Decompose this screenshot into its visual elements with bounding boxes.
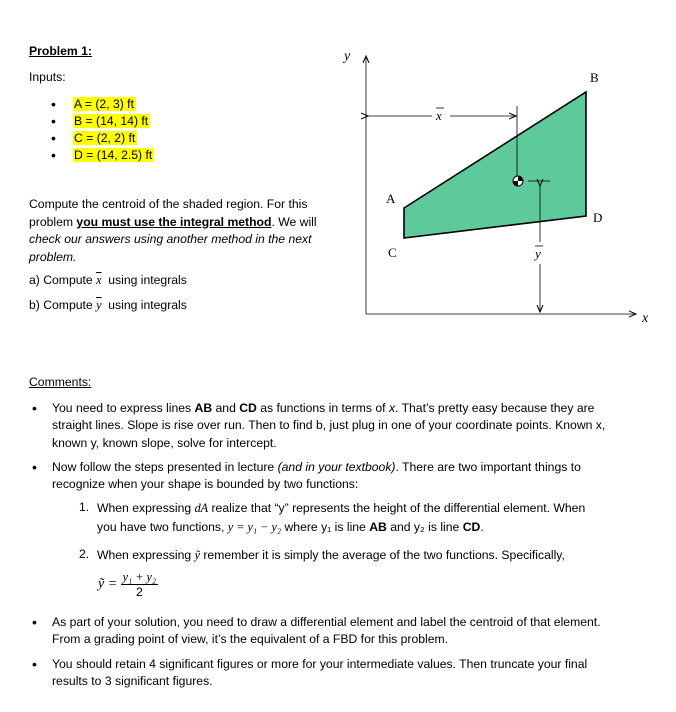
- formula-lhs: ỹ =: [98, 576, 118, 592]
- numbered-item-2-number: 2.: [79, 547, 90, 561]
- numbered-item-1-number: 1.: [79, 500, 90, 514]
- formula-numerator: y₁ + y₂: [122, 570, 157, 584]
- comments-heading: Comments:: [29, 375, 92, 389]
- input-c-text: C = (2, 2) ft: [74, 131, 136, 145]
- y-axis-label: y: [344, 49, 351, 64]
- task-line-4: problem.: [29, 249, 77, 264]
- average-formula: [98, 570, 158, 599]
- x-bar-symbol: $\overline{x}$: [96, 273, 102, 287]
- input-d-text: D = (14, 2.5) ft: [74, 148, 153, 162]
- formula-denominator: 2: [135, 585, 143, 599]
- task-line-2: problem you must use the integral method. We will: [29, 214, 317, 229]
- bullet-dot-2: •: [32, 459, 37, 475]
- label-d: D: [593, 210, 603, 225]
- centroid-icon: [513, 176, 523, 186]
- formula-fraction: [121, 570, 159, 599]
- part-b: b) Compute $\overline{y}$ using integrals: [29, 298, 187, 312]
- xbar-label: x: [436, 108, 442, 123]
- y-tilde-symbol: ỹ: [194, 548, 200, 562]
- shaded-region: [404, 92, 586, 238]
- y-difference-formula: y = y₁ − y₂: [227, 520, 282, 535]
- y-bar-symbol: $\overline{y}$: [96, 298, 102, 312]
- task-line-1: Compute the centroid of the shaded region. For this: [29, 197, 308, 211]
- da-symbol: dA: [194, 501, 209, 515]
- x-axis-label: x: [642, 311, 649, 326]
- problem-title: Problem 1:: [29, 44, 92, 58]
- part-a: a) Compute $\overline{x}$ using integrals: [29, 273, 187, 287]
- bullet-dot-4: •: [32, 656, 37, 672]
- label-c: C: [388, 245, 397, 260]
- bullet-dot-1: •: [32, 400, 37, 416]
- numbered-item-1: When expressing dA realize that “y” represents the height of the differential element. When you have two functions, y = y₁ − y₂ where y₁ is line AB and y₂ is line CD.: [97, 501, 586, 535]
- label-b: B: [590, 70, 599, 85]
- comment-bullet-2: Now follow the steps presented in lecture (and in your textbook). There are two important things to recognize when your shape is bounded by two functions:: [52, 460, 581, 492]
- inputs-label: Inputs:: [29, 70, 66, 84]
- integral-method-emphasis: you must use the integral method: [76, 214, 272, 229]
- comment-bullet-3: As part of your solution, you need to draw a differential element and label the centroid of that element. From a grading point of view, it’s the equivalent of a FBD for this problem.: [52, 615, 601, 647]
- task-line-3: check our answers using another method in the next: [29, 232, 312, 247]
- numbered-item-2: When expressing ỹ remember it is simply the average of the two functions. Specifically,: [97, 548, 565, 562]
- comment-bullet-4: You should retain 4 significant figures or more for your intermediate values. Then truncate your final results to 3 significant figures.: [52, 657, 588, 689]
- ybar-label: y: [535, 246, 541, 261]
- input-b-text: B = (14, 14) ft: [74, 114, 149, 128]
- comment-bullet-1: You need to express lines AB and CD as functions in terms of x. That’s pretty easy because they are straight lines. Slope is rise over run. Then to find b, just plug in one of your coordinate points. Known x, known y, known slope, solve for intercept.: [52, 401, 606, 450]
- bullet-dot-3: •: [32, 614, 37, 630]
- label-a: A: [386, 191, 396, 206]
- input-a-text: A = (2, 3) ft: [74, 97, 134, 111]
